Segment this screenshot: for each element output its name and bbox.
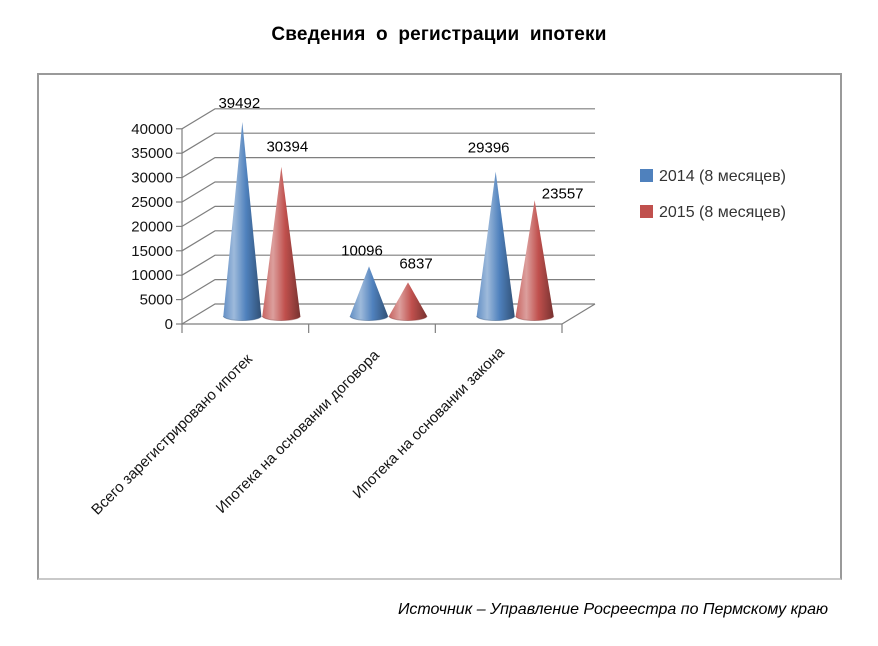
cone-series2-cat2 xyxy=(389,282,427,320)
y-tick-label: 20000 xyxy=(131,218,173,236)
value-label: 10096 xyxy=(341,242,383,260)
y-tick-label: 15000 xyxy=(131,242,173,260)
floor-right-edge xyxy=(562,304,595,324)
category-label: Ипотека на основании закона xyxy=(349,343,508,503)
y-tick-label: 5000 xyxy=(139,291,173,309)
legend-swatch-2014 xyxy=(640,169,653,182)
chart-frame xyxy=(37,73,842,580)
cone-series2-cat1 xyxy=(262,167,300,321)
y-tick-label: 10000 xyxy=(131,267,173,285)
cone-series2-cat3 xyxy=(516,200,554,320)
category-label: Ипотека на основании договора xyxy=(212,346,383,517)
chart-title: Сведения о регистрации ипотеки xyxy=(271,24,607,45)
y-tick-label: 0 xyxy=(164,316,173,333)
legend-swatch-2015 xyxy=(640,205,653,218)
cone-series1-cat1 xyxy=(223,122,261,321)
value-label: 23557 xyxy=(541,185,584,203)
mortgage-cone-chart xyxy=(39,75,840,578)
source-caption: Источник – Управление Росреестра по Пермскому краю xyxy=(397,601,828,618)
value-label: 6837 xyxy=(399,255,433,273)
value-label: 39492 xyxy=(218,94,261,112)
cone-series1-cat3 xyxy=(477,172,515,321)
y-tick-label: 30000 xyxy=(131,169,173,187)
y-tick-label: 25000 xyxy=(131,194,173,211)
value-label: 30394 xyxy=(266,138,309,156)
legend-label-2015: 2015 (8 месяцев) xyxy=(659,204,786,221)
cone-series1-cat2 xyxy=(350,266,388,320)
value-label: 29396 xyxy=(467,139,510,157)
category-label: Всего зарегистрировано ипотек xyxy=(88,350,256,519)
y-tick-label: 35000 xyxy=(131,145,173,163)
legend-label-2014: 2014 (8 месяцев) xyxy=(659,168,786,185)
y-tick-label: 40000 xyxy=(131,120,173,138)
